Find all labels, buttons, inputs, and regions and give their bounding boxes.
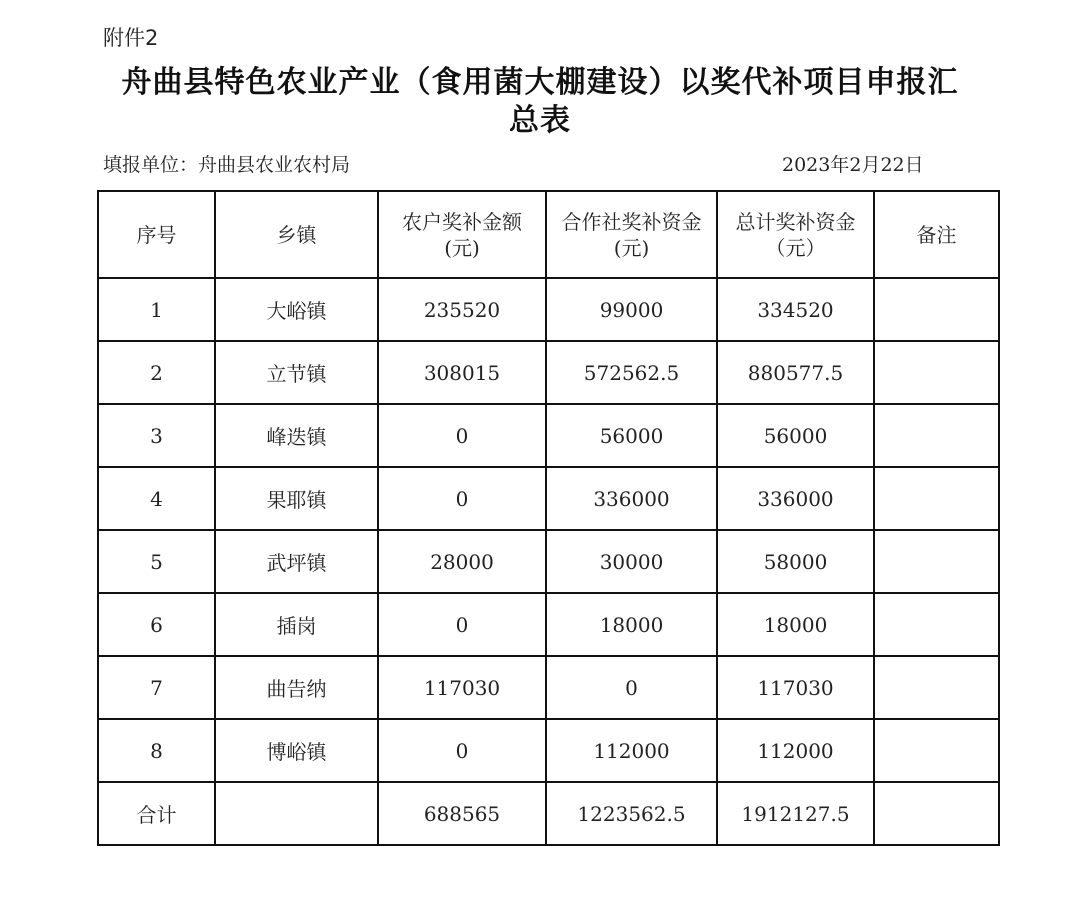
cell-serial: 8 xyxy=(98,719,215,782)
cell-farmer: 0 xyxy=(378,467,546,530)
cell-coop: 112000 xyxy=(546,719,717,782)
cell-total: 336000 xyxy=(717,467,874,530)
cell-town: 果耶镇 xyxy=(215,467,378,530)
header-town: 乡镇 xyxy=(215,191,378,278)
cell-remarks xyxy=(874,530,999,593)
cell-remarks xyxy=(874,593,999,656)
cell-serial: 3 xyxy=(98,404,215,467)
cell-remarks xyxy=(874,467,999,530)
cell-remarks xyxy=(874,719,999,782)
cell-town: 曲告纳 xyxy=(215,656,378,719)
cell-serial: 2 xyxy=(98,341,215,404)
cell-town: 武坪镇 xyxy=(215,530,378,593)
cell-farmer: 0 xyxy=(378,719,546,782)
table-row xyxy=(98,719,999,782)
document-title-line1: 舟曲县特色农业产业（食用菌大棚建设）以奖代补项目申报汇 xyxy=(121,65,959,100)
cell-town: 博峪镇 xyxy=(215,719,378,782)
table-row xyxy=(98,593,999,656)
cell-total: 117030 xyxy=(717,656,874,719)
cell-grand-total: 1912127.5 xyxy=(717,782,874,845)
cell-serial: 1 xyxy=(98,278,215,341)
header-coop-subsidy: 合作社奖补资金 (元) xyxy=(546,191,717,278)
cell-town: 大峪镇 xyxy=(215,278,378,341)
cell-coop: 30000 xyxy=(546,530,717,593)
reporting-unit: 填报单位：舟曲县农业农村局 xyxy=(103,154,351,176)
cell-total: 58000 xyxy=(717,530,874,593)
cell-total: 334520 xyxy=(717,278,874,341)
cell-coop: 336000 xyxy=(546,467,717,530)
cell-serial: 5 xyxy=(98,530,215,593)
cell-farmer: 308015 xyxy=(378,341,546,404)
header-remarks: 备注 xyxy=(874,191,999,278)
table-row xyxy=(98,530,999,593)
attachment-label: 附件2 xyxy=(103,26,159,50)
cell-coop: 572562.5 xyxy=(546,341,717,404)
cell-total: 56000 xyxy=(717,404,874,467)
cell-serial: 7 xyxy=(98,656,215,719)
cell-total: 880577.5 xyxy=(717,341,874,404)
report-date: 2023年2月22日 xyxy=(782,154,924,176)
cell-remarks xyxy=(874,341,999,404)
summary-table xyxy=(97,190,1000,846)
table-total-row xyxy=(98,782,999,845)
cell-total: 112000 xyxy=(717,719,874,782)
cell-remarks xyxy=(874,782,999,845)
cell-remarks xyxy=(874,404,999,467)
cell-town: 峰迭镇 xyxy=(215,404,378,467)
cell-town: 立节镇 xyxy=(215,341,378,404)
cell-coop: 18000 xyxy=(546,593,717,656)
header-farmer-subsidy: 农户奖补金额 (元) xyxy=(378,191,546,278)
table-row xyxy=(98,656,999,719)
header-total-subsidy: 总计奖补资金 （元） xyxy=(717,191,874,278)
cell-farmer: 117030 xyxy=(378,656,546,719)
table-row xyxy=(98,341,999,404)
cell-serial: 6 xyxy=(98,593,215,656)
cell-total: 18000 xyxy=(717,593,874,656)
cell-farmer: 28000 xyxy=(378,530,546,593)
cell-coop: 56000 xyxy=(546,404,717,467)
cell-remarks xyxy=(874,656,999,719)
cell-coop: 0 xyxy=(546,656,717,719)
cell-farmer: 0 xyxy=(378,593,546,656)
document-title-line2: 总表 xyxy=(509,103,571,138)
table-header-row xyxy=(98,191,999,278)
cell-remarks xyxy=(874,278,999,341)
cell-farmer-total: 688565 xyxy=(378,782,546,845)
cell-farmer: 235520 xyxy=(378,278,546,341)
cell-coop: 99000 xyxy=(546,278,717,341)
cell-farmer: 0 xyxy=(378,404,546,467)
cell-coop-total: 1223562.5 xyxy=(546,782,717,845)
table-row xyxy=(98,467,999,530)
cell-serial: 4 xyxy=(98,467,215,530)
cell-town xyxy=(215,782,378,845)
table-row xyxy=(98,404,999,467)
header-serial: 序号 xyxy=(98,191,215,278)
cell-town: 插岗 xyxy=(215,593,378,656)
table-row xyxy=(98,278,999,341)
cell-total-label: 合计 xyxy=(98,782,215,845)
